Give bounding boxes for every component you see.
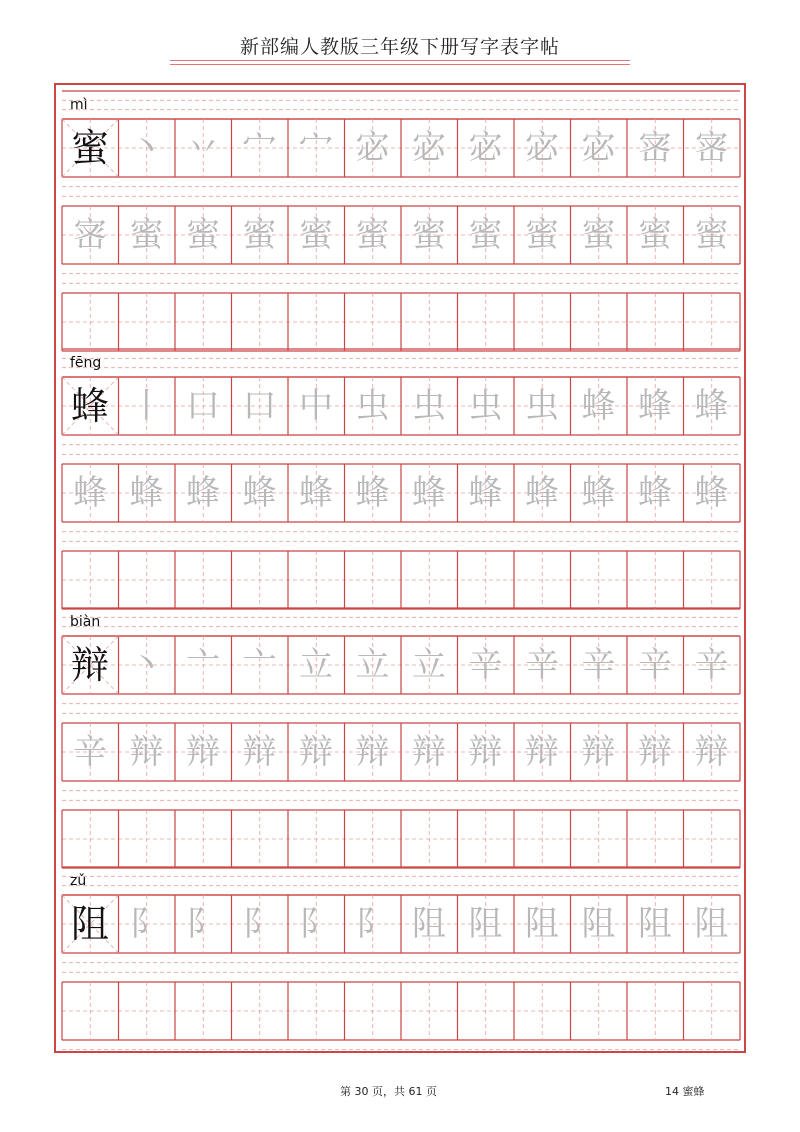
- stroke-step-character: 宻: [694, 128, 729, 168]
- stroke-step-character: 丷: [186, 128, 220, 168]
- trace-character: 辩: [525, 732, 559, 772]
- stroke-step-character: 辛: [581, 645, 616, 685]
- trace-character: 蜜: [694, 215, 729, 255]
- stroke-step-character: 蜂: [638, 386, 672, 426]
- trace-character: 蜂: [468, 473, 503, 513]
- trace-character: 蜂: [355, 473, 390, 513]
- stroke-step-character: 阝: [129, 904, 164, 944]
- trace-character: 辩: [412, 732, 446, 772]
- trace-character: 辩: [299, 732, 333, 772]
- stroke-step-character: 丨: [129, 386, 164, 426]
- stroke-step-character: 辛: [638, 645, 672, 685]
- page-number: 第 30 页，共 61 页: [340, 1085, 437, 1098]
- stroke-step-character: 亠: [186, 645, 220, 685]
- lesson-label: 14 蜜蜂: [665, 1085, 705, 1098]
- trace-character: 蜂: [412, 473, 446, 513]
- title-rule-top: [170, 60, 630, 61]
- stroke-step-character: 虫: [525, 386, 559, 426]
- stroke-step-character: 虫: [355, 386, 390, 426]
- stroke-step-character: 虫: [412, 386, 446, 426]
- trace-character: 蜂: [73, 473, 107, 513]
- trace-character: 蜜: [525, 215, 559, 255]
- trace-character: 蜜: [638, 215, 672, 255]
- stroke-step-character: 立: [299, 645, 333, 685]
- pinyin-label: fēng: [70, 355, 102, 371]
- demo-character: 蜂: [70, 384, 109, 428]
- trace-character: 蜜: [412, 215, 446, 255]
- stroke-step-character: 辛: [468, 645, 503, 685]
- stroke-step-character: 立: [355, 645, 390, 685]
- stroke-step-character: 阻: [468, 904, 503, 944]
- pinyin-label: mì: [70, 97, 88, 113]
- stroke-step-character: 阻: [412, 904, 446, 944]
- trace-character: 蜂: [525, 473, 559, 513]
- stroke-step-character: 虫: [468, 386, 503, 426]
- practice-sheet: [54, 83, 746, 1053]
- stroke-step-character: 宓: [525, 128, 559, 168]
- stroke-step-character: 宓: [355, 128, 390, 168]
- stroke-step-character: 阝: [355, 904, 390, 944]
- character-layer: [54, 83, 746, 1053]
- trace-character: 蜜: [242, 215, 277, 255]
- demo-character: 阻: [70, 902, 109, 946]
- trace-character: 蜜: [468, 215, 503, 255]
- stroke-step-character: 宓: [468, 128, 503, 168]
- pinyin-label: biàn: [70, 614, 101, 630]
- trace-character: 宻: [73, 215, 107, 255]
- stroke-step-character: 阻: [525, 904, 559, 944]
- stroke-step-character: 阻: [581, 904, 616, 944]
- stroke-step-character: 立: [412, 645, 446, 685]
- trace-character: 蜜: [186, 215, 220, 255]
- trace-character: 辩: [468, 732, 503, 772]
- stroke-step-character: 中: [299, 386, 333, 426]
- stroke-step-character: 宓: [581, 128, 616, 168]
- stroke-step-character: 阻: [638, 904, 672, 944]
- trace-character: 辩: [581, 732, 616, 772]
- trace-character: 蜜: [355, 215, 390, 255]
- page-title: 新部编人教版三年级下册写字表字帖: [239, 36, 560, 58]
- trace-character: 辩: [129, 732, 164, 772]
- demo-character: 蜜: [70, 126, 109, 170]
- trace-character: 蜂: [581, 473, 616, 513]
- trace-character: 辛: [73, 732, 107, 772]
- stroke-step-character: 阝: [242, 904, 277, 944]
- stroke-step-character: 口: [242, 386, 277, 426]
- stroke-step-character: 蜂: [581, 386, 616, 426]
- trace-character: 辩: [242, 732, 277, 772]
- trace-character: 蜜: [581, 215, 616, 255]
- trace-character: 蜂: [129, 473, 164, 513]
- trace-character: 蜂: [186, 473, 220, 513]
- stroke-step-character: 亠: [242, 645, 277, 685]
- stroke-step-character: 辛: [694, 645, 729, 685]
- trace-character: 蜜: [299, 215, 333, 255]
- stroke-step-character: 阝: [299, 904, 333, 944]
- pinyin-label: zǔ: [70, 873, 87, 889]
- stroke-step-character: 宻: [638, 128, 672, 168]
- stroke-step-character: 阝: [186, 904, 220, 944]
- trace-character: 辩: [355, 732, 390, 772]
- stroke-step-character: 辛: [525, 645, 559, 685]
- trace-character: 蜂: [694, 473, 729, 513]
- trace-character: 蜂: [638, 473, 672, 513]
- stroke-step-character: 蜂: [694, 386, 729, 426]
- trace-character: 辩: [186, 732, 220, 772]
- stroke-step-character: 丶: [129, 128, 164, 168]
- stroke-step-character: 宓: [412, 128, 446, 168]
- stroke-step-character: 宀: [299, 128, 333, 168]
- title-rule-bottom: [170, 64, 630, 65]
- stroke-step-character: 口: [186, 386, 220, 426]
- trace-character: 蜜: [129, 215, 164, 255]
- stroke-step-character: 阻: [694, 904, 729, 944]
- trace-character: 辩: [694, 732, 729, 772]
- trace-character: 辩: [638, 732, 672, 772]
- trace-character: 蜂: [242, 473, 277, 513]
- stroke-step-character: 丶: [129, 645, 164, 685]
- trace-character: 蜂: [299, 473, 333, 513]
- demo-character: 辩: [70, 643, 109, 687]
- stroke-step-character: 宀: [242, 128, 277, 168]
